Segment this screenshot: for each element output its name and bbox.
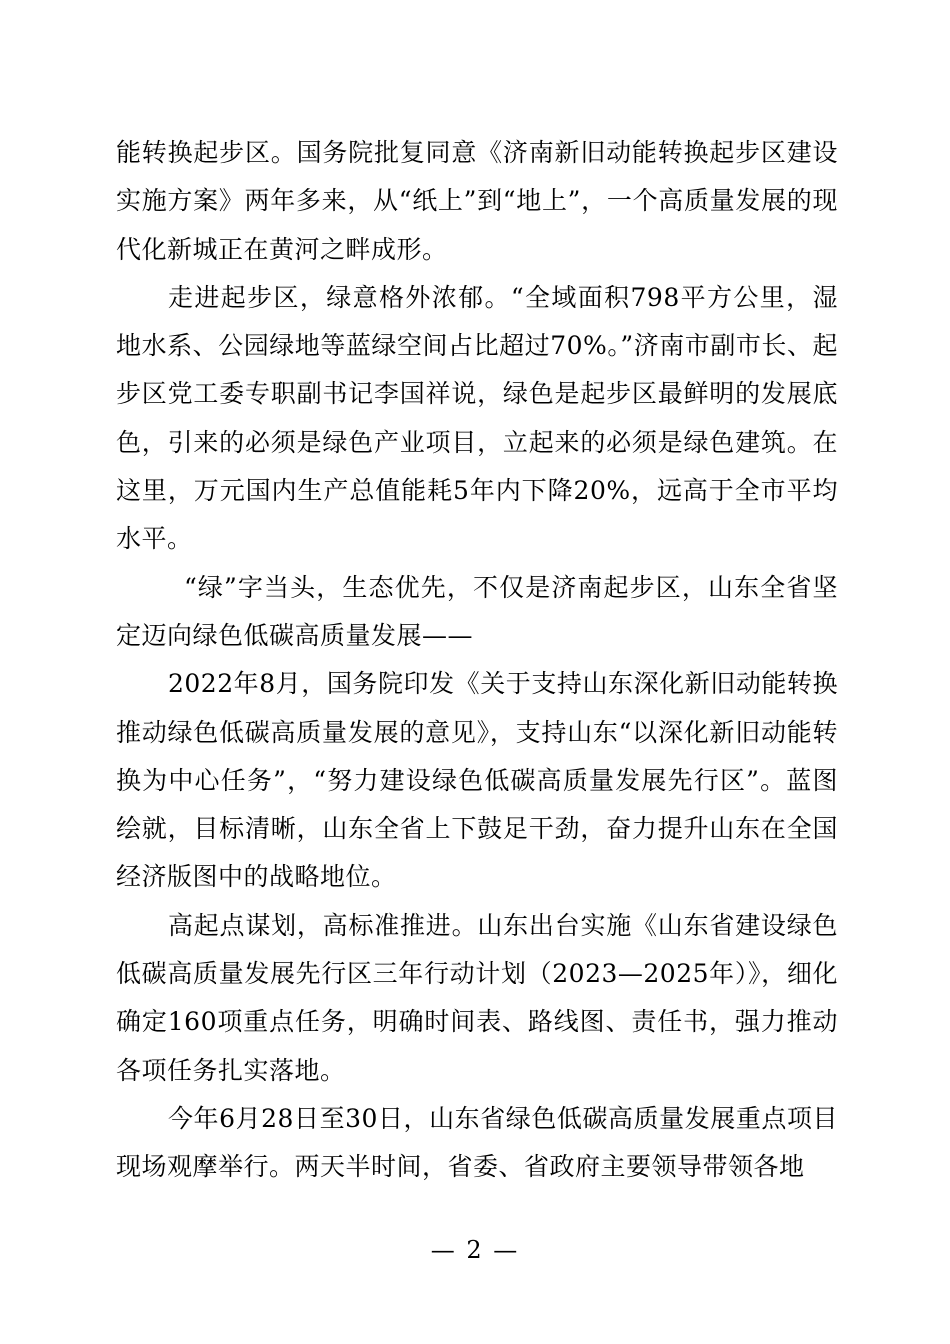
paragraph-2: 走进起步区，绿意格外浓郁。“全域面积798平方公里，湿地水系、公园绿地等蓝绿空间占比超过70%。”济南市副市长、起步区党工委专职副书记李国祥说，绿色是起步区最鲜明的发展底色，引来的必须是绿色产业项目，立起来的必须是绿色建筑。在这里，万元国内生产总值能耗5年内下降20%，远高于全市平均水平。 bbox=[116, 282, 838, 554]
paragraph-1: 能转换起步区。国务院批复同意《济南新旧动能转换起步区建设实施方案》两年多来，从“纸上”到“地上”，一个高质量发展的现代化新城正在黄河之畔成形。 bbox=[116, 138, 838, 264]
paragraph-6: 今年6月28日至30日，山东省绿色低碳高质量发展重点项目现场观摩举行。两天半时间，省委、省政府主要领导带领各地 bbox=[116, 1103, 838, 1182]
paragraph-4: 2022年8月，国务院印发《关于支持山东深化新旧动能转换推动绿色低碳高质量发展的意见》，支持山东“以深化新旧动能转换为中心任务”，“努力建设绿色低碳高质量发展先行区”。蓝图绘就，目标清晰，山东全省上下鼓足干劲，奋力提升山东在全国经济版图中的战略地位。 bbox=[116, 669, 838, 892]
body-text bbox=[116, 129, 838, 1192]
page-number: — 2 — bbox=[430, 1236, 520, 1264]
paragraph-3: “绿”字当头，生态优先，不仅是济南起步区，山东全省坚定迈向绿色低碳高质量发展—— bbox=[116, 572, 838, 650]
paragraph-5: 高起点谋划，高标准推进。山东出台实施《山东省建设绿色低碳高质量发展先行区三年行动计划（2023—2025年）》，细化确定160项重点任务，明确时间表、路线图、责任书，强力推动各项任务扎实落地。 bbox=[116, 910, 838, 1085]
